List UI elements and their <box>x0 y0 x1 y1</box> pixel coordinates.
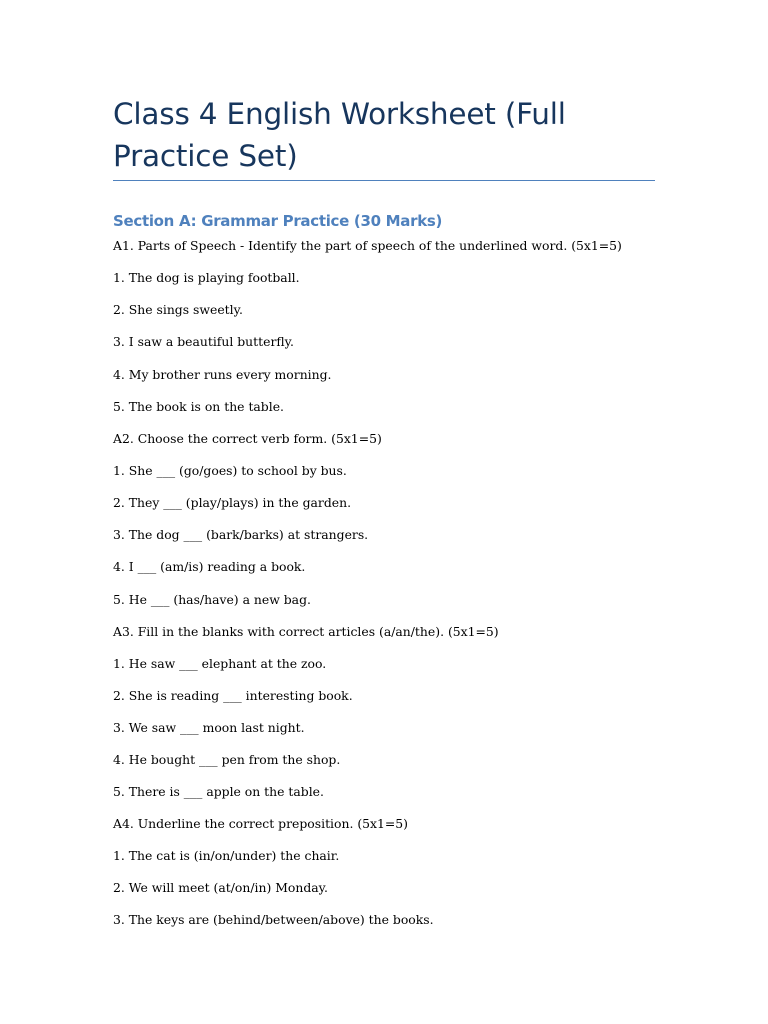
question-item: 2. We will meet (at/on/in) Monday. <box>113 880 328 895</box>
question-item: 2. She is reading ___ interesting book. <box>113 688 353 703</box>
question-item: 2. She sings sweetly. <box>113 302 243 317</box>
question-item: 5. The book is on the table. <box>113 399 284 414</box>
question-item: 4. He bought ___ pen from the shop. <box>113 752 341 767</box>
question-item: 3. The dog ___ (bark/barks) at strangers. <box>113 527 369 542</box>
question-item: 5. He ___ (has/have) a new bag. <box>113 592 311 607</box>
question-a1-instruction: A1. Parts of Speech - Identify the part of speech of the underlined word. (5x1=5) <box>113 238 622 253</box>
question-item: 1. He saw ___ elephant at the zoo. <box>113 656 327 671</box>
question-item: 2. They ___ (play/plays) in the garden. <box>113 495 352 510</box>
question-item: 4. My brother runs every morning. <box>113 367 332 382</box>
question-item: 3. I saw a beautiful butterfly. <box>113 334 294 349</box>
question-a3-instruction: A3. Fill in the blanks with correct articles (a/an/the). (5x1=5) <box>113 624 499 639</box>
question-item: 1. The cat is (in/on/under) the chair. <box>113 848 340 863</box>
question-item: 1. She ___ (go/goes) to school by bus. <box>113 463 347 478</box>
question-item: 4. I ___ (am/is) reading a book. <box>113 559 306 574</box>
question-item: 3. We saw ___ moon last night. <box>113 720 305 735</box>
section-a-heading: Section A: Grammar Practice (30 Marks) <box>113 212 443 230</box>
question-item: 1. The dog is playing football. <box>113 270 300 285</box>
question-item: 5. There is ___ apple on the table. <box>113 784 324 799</box>
question-item: 3. The keys are (behind/between/above) the books. <box>113 912 434 927</box>
title-divider <box>113 180 655 181</box>
question-a2-instruction: A2. Choose the correct verb form. (5x1=5) <box>113 431 382 446</box>
question-a4-instruction: A4. Underline the correct preposition. (5x1=5) <box>113 816 409 831</box>
document-title: Class 4 English Worksheet (Full Practice Set) <box>113 97 566 173</box>
